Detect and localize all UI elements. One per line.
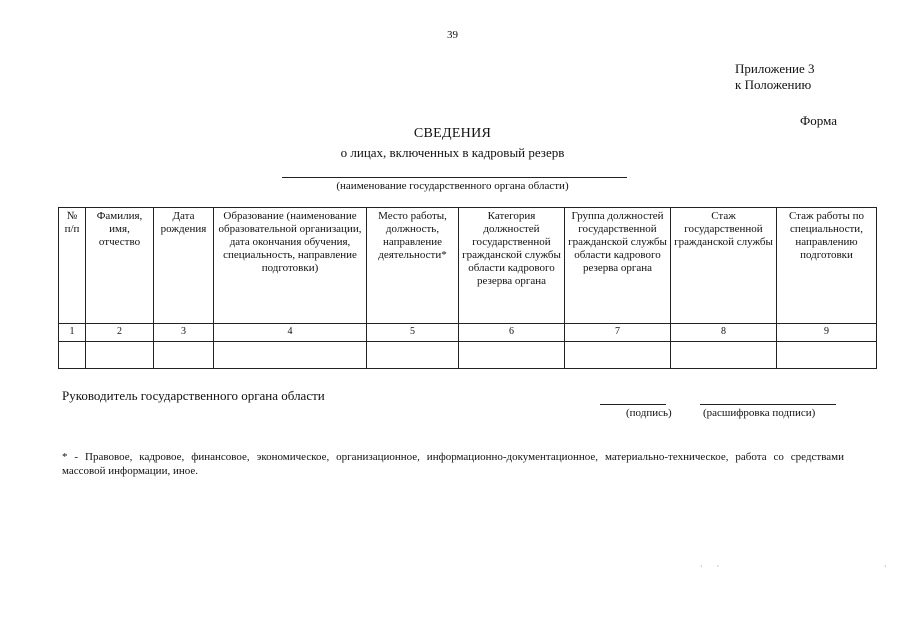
table-cell <box>459 342 565 369</box>
table-cell <box>214 342 367 369</box>
table-cell <box>565 342 671 369</box>
table-header-row <box>59 208 877 324</box>
column-number: 8 <box>671 324 777 342</box>
column-number: 5 <box>367 324 459 342</box>
column-number: 3 <box>154 324 214 342</box>
column-number: 6 <box>459 324 565 342</box>
signature-line <box>600 404 666 405</box>
table-cell <box>777 342 877 369</box>
header-cell-position-group: Группа должностей государственной гражданской службы области кадрового резерва органа <box>565 208 671 324</box>
header-cell-education: Образование (наименование образовательной организации, дата окончания обучения, специальность, направление подготовки) <box>214 208 367 324</box>
table-cell <box>367 342 459 369</box>
table-cell <box>671 342 777 369</box>
scan-artifact: · <box>884 562 887 571</box>
appendix-line-2: к Положению <box>735 77 812 92</box>
header-cell-full-name: Фамилия, имя, отчество <box>86 208 154 324</box>
decryption-line <box>700 404 836 405</box>
column-number: 9 <box>777 324 877 342</box>
table-cell <box>154 342 214 369</box>
signature-caption: (подпись) <box>626 407 672 419</box>
column-number: 2 <box>86 324 154 342</box>
column-number: 1 <box>59 324 86 342</box>
org-name-caption: (наименование государственного органа области) <box>336 180 569 192</box>
column-number: 4 <box>214 324 367 342</box>
head-signature-label: Руководитель государственного органа области <box>62 388 325 403</box>
org-name-line <box>282 177 627 178</box>
document-subtitle: о лицах, включенных в кадровый резерв <box>340 145 565 160</box>
table-column-numbers-row <box>59 324 877 342</box>
header-cell-workplace: Место работы, должность, направление деятельности* <box>367 208 459 324</box>
header-cell-birth-date: Дата рождения <box>154 208 214 324</box>
header-cell-position-category: Категория должностей государственной гражданской службы области кадрового резерва органа <box>459 208 565 324</box>
document-title: СВЕДЕНИЯ <box>413 126 492 141</box>
column-number: 7 <box>565 324 671 342</box>
page-number: 39 <box>447 29 458 41</box>
form-label: Форма <box>800 113 837 128</box>
scan-artifact: · · <box>700 562 726 571</box>
table-row <box>59 342 877 369</box>
table-cell <box>86 342 154 369</box>
footnote: * - Правовое, кадровое, финансовое, экономическое, организационное, информационно-документационное, материально-техническое, работа со средствами массовой информации, иное. <box>62 451 844 477</box>
reserve-table <box>58 207 877 369</box>
appendix-line-1: Приложение 3 <box>735 61 815 76</box>
appendix-reference <box>735 61 815 93</box>
header-cell-specialty-length: Стаж работы по специальности, направлению подготовки <box>777 208 877 324</box>
header-cell-number: № п/п <box>59 208 86 324</box>
table-cell <box>59 342 86 369</box>
header-cell-service-length: Стаж государственной гражданской службы <box>671 208 777 324</box>
decryption-caption: (расшифровка подписи) <box>703 407 816 419</box>
